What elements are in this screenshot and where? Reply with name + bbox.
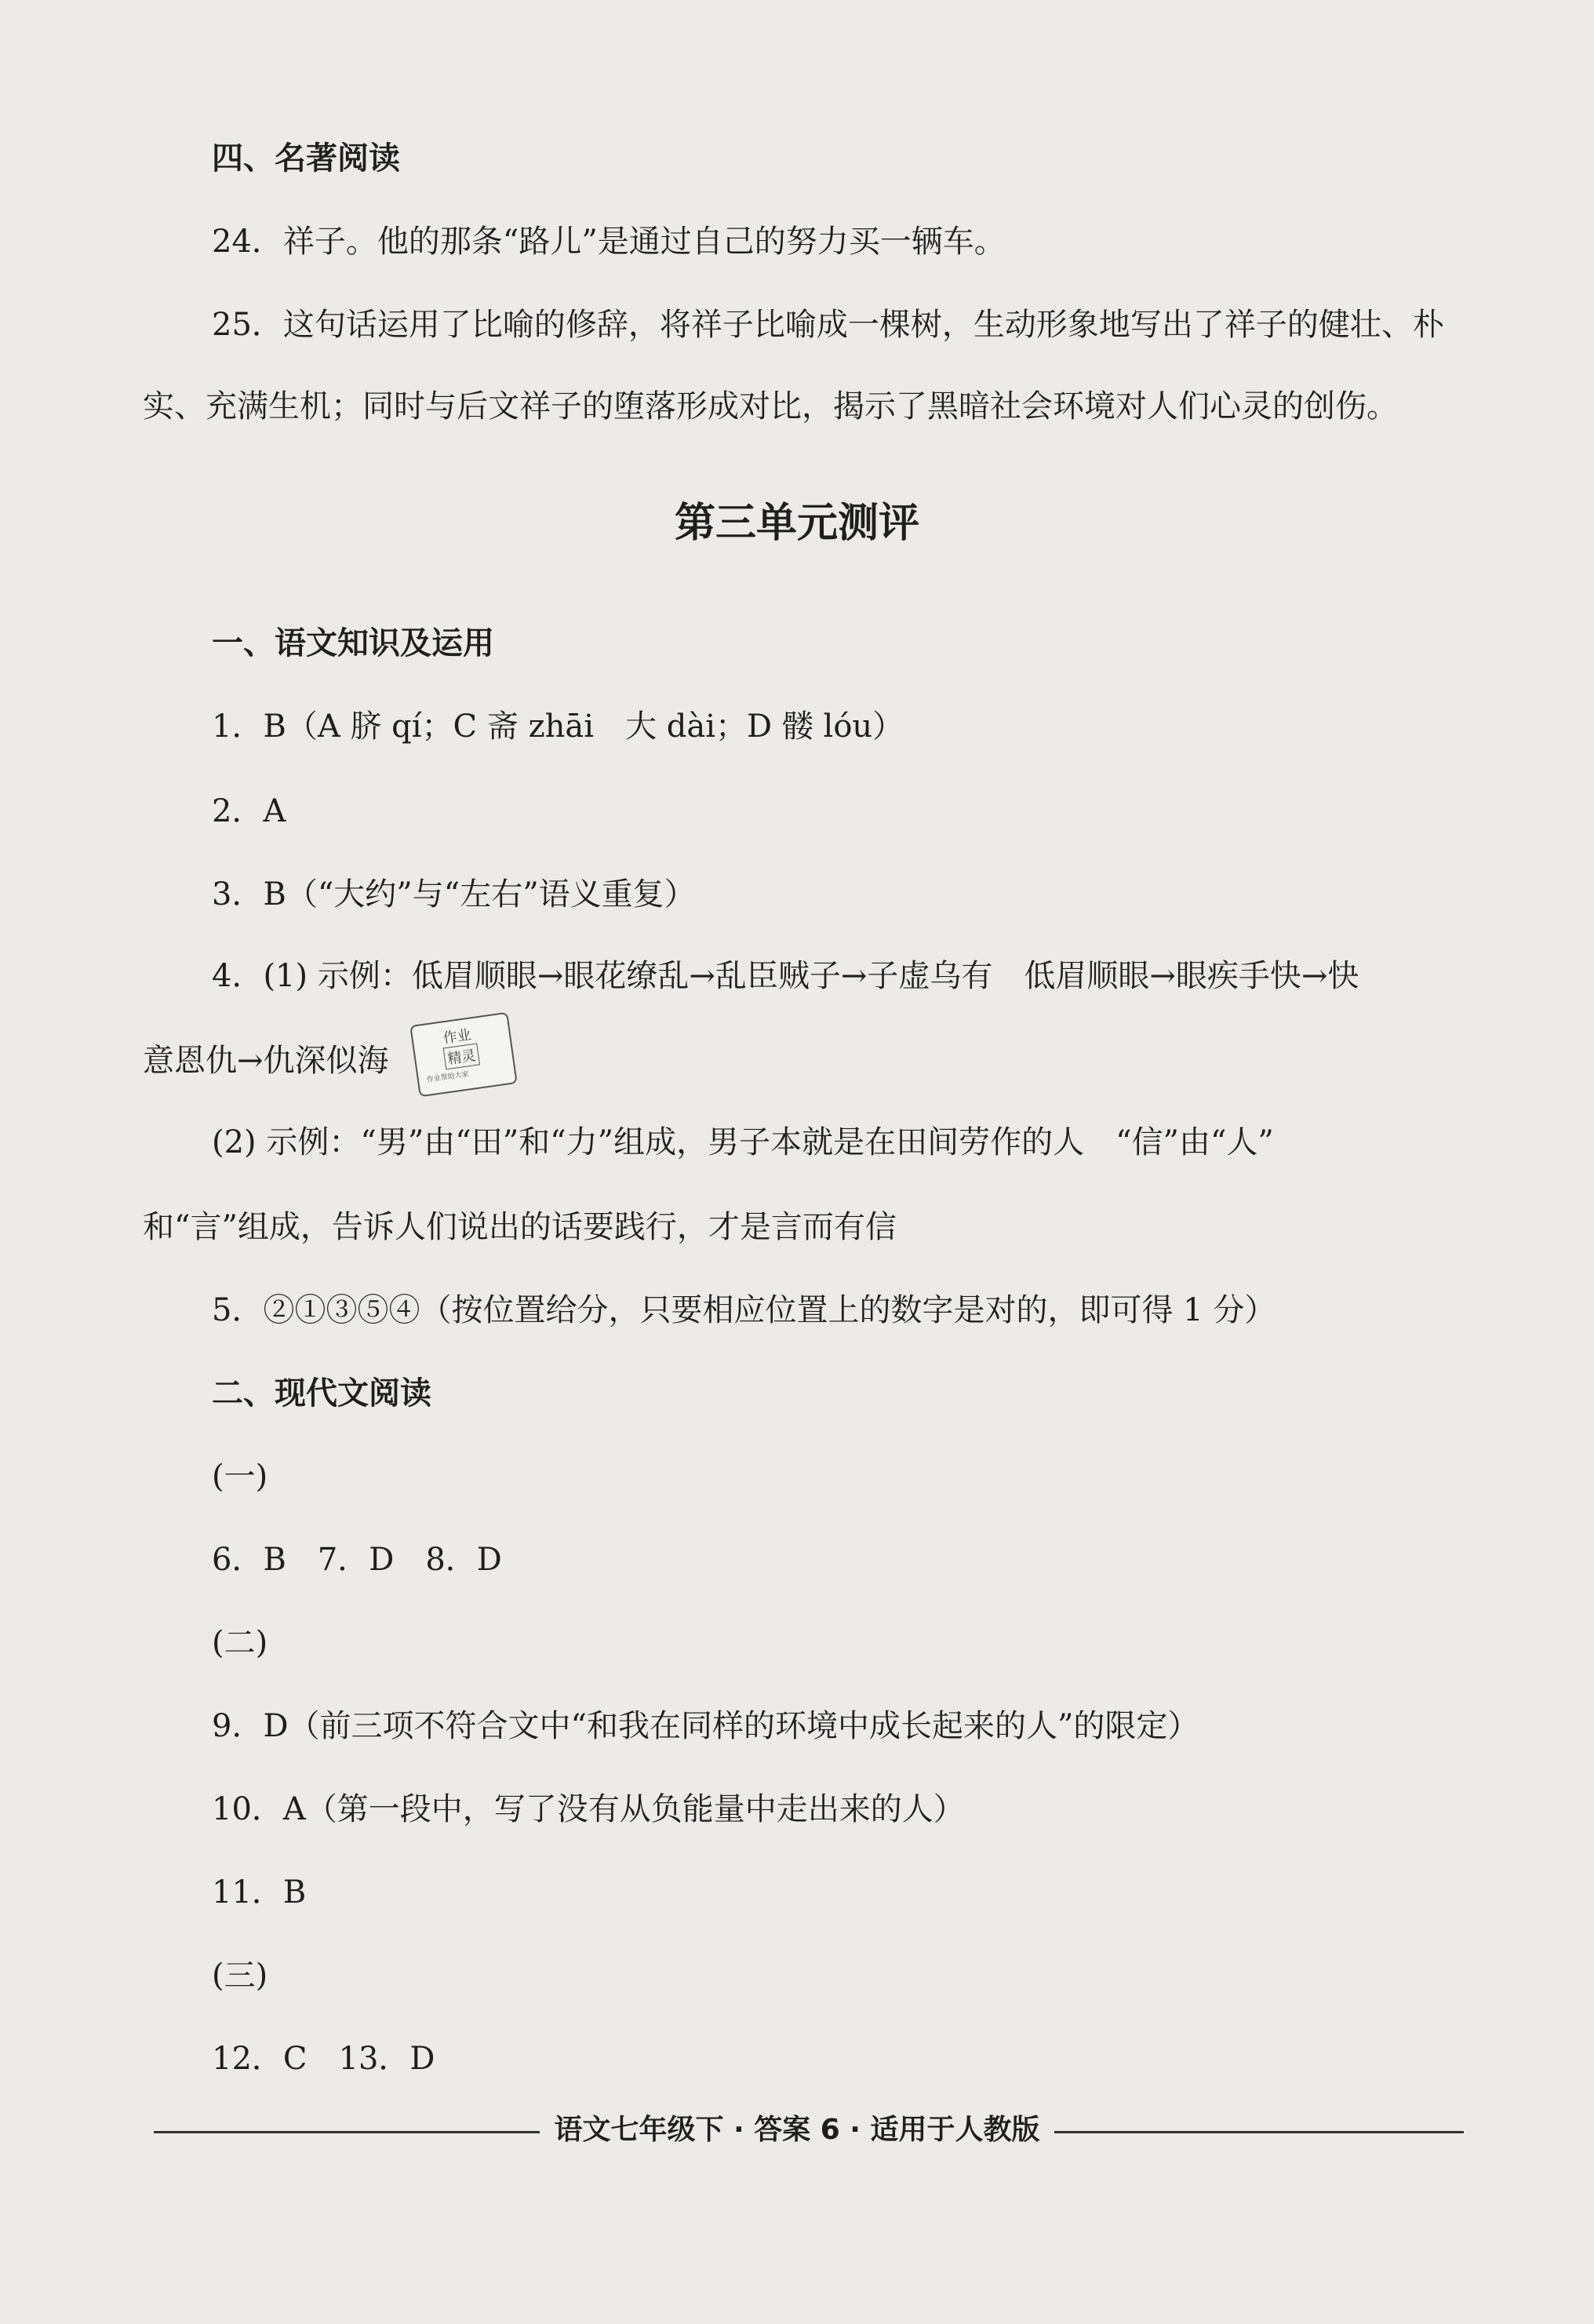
answer-24: 24．祥子。他的那条“路儿”是通过自己的努力买一辆车。 bbox=[212, 224, 1006, 260]
section-heading-language: 一、语文知识及运用 bbox=[212, 625, 494, 661]
subsection-2: (二) bbox=[212, 1625, 268, 1661]
answer-9: 9．D（前三项不符合文中“和我在同样的环境中成长起来的人”的限定） bbox=[212, 1708, 1199, 1744]
subsection-1: (一) bbox=[212, 1459, 268, 1495]
answer-11: 11．B bbox=[212, 1874, 307, 1911]
answer-12-13: 12．C 13．D bbox=[212, 2041, 435, 2077]
section-heading-reading: 二、现代文阅读 bbox=[212, 1375, 431, 1412]
answer-4-1-line2: 意恩仇→仇深似海 bbox=[143, 1043, 389, 1079]
section-heading-classics: 四、名著阅读 bbox=[212, 140, 400, 177]
answer-25-line1: 25．这句话运用了比喻的修辞，将祥子比喻成一棵树，生动形象地写出了祥子的健壮、朴 bbox=[212, 307, 1444, 343]
watermark-stamp bbox=[409, 1012, 518, 1098]
answer-3: 3．B（“大约”与“左右”语义重复） bbox=[212, 876, 696, 912]
page-title: 第三单元测评 bbox=[674, 500, 919, 547]
footer-label: 语文七年级下 · 答案 6 · 适用于人教版 bbox=[540, 2114, 1054, 2146]
answer-4-1-line1: 4．(1) 示例：低眉顺眼→眼花缭乱→乱臣贼子→子虚乌有 低眉顺眼→眼疾手快→快 bbox=[212, 958, 1359, 994]
answer-10: 10．A（第一段中，写了没有从负能量中走出来的人） bbox=[212, 1791, 965, 1827]
stamp-text-1: 作业 bbox=[442, 1026, 473, 1047]
page-footer bbox=[0, 2111, 1594, 2150]
answer-25-line2: 实、充满生机；同时与后文祥子的堕落形成对比，揭示了黑暗社会环境对人们心灵的创伤。 bbox=[143, 388, 1398, 424]
stamp-text-2: 精灵 bbox=[443, 1043, 480, 1069]
stamp-text-3: 作业帮助大家 bbox=[426, 1070, 470, 1084]
answer-5: 5．②①③⑤④（按位置给分，只要相应位置上的数字是对的，即可得 1 分） bbox=[212, 1292, 1276, 1328]
answer-4-2-line1: (2) 示例：“男”由“田”和“力”组成，男子本就是在田间劳作的人 “信”由“人” bbox=[212, 1124, 1274, 1160]
answer-2: 2．A bbox=[212, 793, 286, 829]
subsection-3: (三) bbox=[212, 1958, 268, 1994]
answer-6-8: 6．B 7．D 8．D bbox=[212, 1542, 502, 1578]
answer-4-2-line2: 和“言”组成，告诉人们说出的话要践行，才是言而有信 bbox=[143, 1209, 897, 1245]
answer-1: 1．B（A 脐 qí；C 斋 zhāi 大 dài；D 髅 lóu） bbox=[212, 708, 904, 745]
